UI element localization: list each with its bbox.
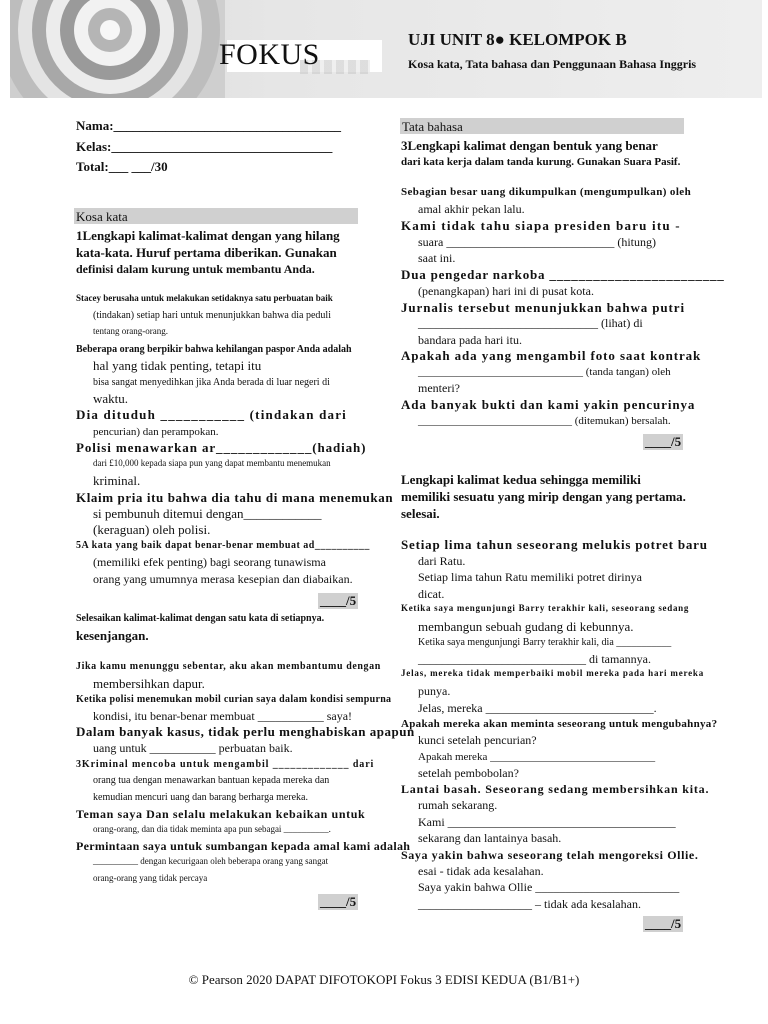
unit-subtitle: Kosa kata, Tata bahasa dan Penggunaan Bahasa Inggris bbox=[408, 57, 697, 71]
exercise-2-line: orang-orang, dan dia tidak meminta apa pun sebagai __________. bbox=[93, 824, 331, 834]
exercise-4-line: sekarang dan lantainya basah. bbox=[418, 831, 562, 845]
exercise-1-line: Beberapa orang berpikir bahwa kehilangan paspor Anda adalah bbox=[76, 344, 352, 355]
page-header bbox=[10, 0, 762, 98]
exercise-1-line: si pembunuh ditemui dengan____________ bbox=[93, 506, 322, 521]
exercise-3-line: suara ____________________________ (hitung) bbox=[418, 235, 656, 249]
exercise-2-line: Permintaan saya untuk sumbangan kepada amal kami adalah bbox=[76, 839, 411, 853]
exercise-1-title: definisi dalam kurung untuk membantu Anda. bbox=[76, 262, 315, 276]
exercise-1-line: (memiliki efek penting) bagi seorang tunawisma bbox=[93, 555, 326, 569]
exercise-4-line: membangun sebuah gudang di kebunnya. bbox=[418, 619, 634, 634]
exercise-2-line: Dalam banyak kasus, tidak perlu menghabiskan apapun bbox=[76, 724, 415, 739]
swirl-graphic bbox=[10, 0, 225, 98]
exercise-2-line: orang tua dengan menawarkan bantuan kepada mereka dan bbox=[93, 775, 330, 786]
exercise-4-line: Jelas, mereka ____________________________. bbox=[418, 701, 657, 715]
exercise-2-line: Ketika polisi menemukan mobil curian saya dalam kondisi sempurna bbox=[76, 694, 392, 705]
exercise-3-title: 3Lengkapi kalimat dengan bentuk yang benar bbox=[401, 138, 658, 153]
exercise-2-line: Teman saya Dan selalu melakukan kebaikan untuk bbox=[76, 807, 366, 821]
exercise-4-line: Ketika saya mengunjungi Barry terakhir kali, seseorang sedang bbox=[401, 603, 690, 613]
exercise-4-line: punya. bbox=[418, 684, 451, 698]
name-field[interactable]: Nama:___________________________________ bbox=[76, 118, 342, 133]
exercise-1-line: dari £10,000 kepada siapa pun yang dapat membantu menemukan bbox=[93, 458, 331, 468]
exercise-4-line: Jelas, mereka tidak memperbaiki mobil mereka pada hari mereka bbox=[401, 668, 705, 678]
exercise-1-line: (keraguan) oleh polisi. bbox=[93, 522, 211, 537]
exercise-3-line: amal akhir pekan lalu. bbox=[418, 202, 525, 216]
exercise-1-line: hal yang tidak penting, tetapi itu bbox=[93, 358, 262, 373]
exercise-4-line: Setiap lima tahun Ratu memiliki potret dirinya bbox=[418, 570, 642, 584]
exercise-4-line: Lantai basah. Seseorang sedang membersihkan kita. bbox=[401, 782, 710, 796]
exercise-4-line: esai - tidak ada kesalahan. bbox=[418, 864, 544, 878]
exercise-1-title: kata-kata. Huruf pertama diberikan. Gunakan bbox=[76, 245, 337, 260]
exercise-3-line: Ada banyak bukti dan kami yakin pencurinya bbox=[401, 397, 696, 412]
exercise-1-line: Stacey berusaha untuk melakukan setidaknya satu perbuatan baik bbox=[76, 293, 333, 303]
exercise-3-line: Kami tidak tahu siapa presiden baru itu - bbox=[401, 218, 681, 233]
exercise-1-line: bisa sangat menyedihkan jika Anda berada di luar negeri di bbox=[93, 377, 330, 388]
exercise-2-line: membersihkan dapur. bbox=[93, 676, 205, 691]
exercise-1-line: kriminal. bbox=[93, 473, 141, 488]
exercise-3-line: bandara pada hari itu. bbox=[418, 333, 522, 347]
exercise-3-line: ______________________________ (tanda tangan) oleh bbox=[418, 366, 671, 378]
exercise-2-line: uang untuk ___________ perbuatan baik. bbox=[93, 741, 293, 755]
exercise-3-line: (penangkapan) hari ini di pusat kota. bbox=[418, 284, 594, 298]
footer-copyright: © Pearson 2020 DAPAT DIFOTOKOPI Fokus 3 EDISI KEDUA (B1/B1+) bbox=[188, 972, 580, 987]
exercise-4-line: ____________________________ di tamannya. bbox=[418, 652, 651, 666]
exercise-4-line: Ketika saya mengunjungi Barry terakhir kali, dia ___________ bbox=[418, 637, 672, 648]
exercise-3-title: dari kata kerja dalam tanda kurung. Gunakan Suara Pasif. bbox=[401, 156, 681, 168]
exercise-2-line: Jika kamu menunggu sebentar, aku akan membantumu dengan bbox=[76, 661, 381, 672]
exercise-1-title: 1Lengkapi kalimat-kalimat dengan yang hilang bbox=[76, 228, 340, 243]
exercise-3-line: Dua pengedar narkoba ________________________ bbox=[401, 267, 725, 282]
exercise-1-line: Klaim pria itu bahwa dia tahu di mana menemukan bbox=[76, 490, 394, 505]
exercise-4-line: Saya yakin bahwa Ollie ________________________ bbox=[418, 880, 680, 894]
section-vocabulary bbox=[74, 208, 358, 224]
exercise-1-line: pencurian) dan perampokan. bbox=[93, 426, 219, 438]
exercise-1-line: waktu. bbox=[93, 391, 129, 406]
exercise-4-line: Kami ______________________________________ bbox=[418, 815, 676, 829]
class-field[interactable]: Kelas:__________________________________ bbox=[76, 139, 333, 154]
exercise-1-line: 5A kata yang baik dapat benar-benar membuat ad__________ bbox=[76, 540, 370, 551]
exercise-2-line: kondisi, itu benar-benar membuat ___________ saya! bbox=[93, 709, 353, 723]
total-field: Total:___ ___/30 bbox=[76, 159, 168, 174]
exercise-1-line: orang yang umumnya merasa kesepian dan diabaikan. bbox=[93, 572, 353, 586]
exercise-4-line: Setiap lima tahun seseorang melukis potret baru bbox=[401, 537, 708, 552]
score-box[interactable]: ____/5 bbox=[320, 894, 357, 909]
exercise-2-line: __________ dengan kecurigaan oleh beberapa orang yang sangat bbox=[93, 856, 329, 866]
exercise-4-line: Apakah mereka akan meminta seseorang untuk mengubahnya? bbox=[401, 718, 718, 730]
exercise-4-line: rumah sekarang. bbox=[418, 798, 498, 812]
section-grammar-label: Tata bahasa bbox=[402, 119, 463, 134]
exercise-4-title: selesai. bbox=[401, 506, 440, 521]
exercise-3-line: Apakah ada yang mengambil foto saat kontrak bbox=[401, 348, 702, 363]
exercise-2-line: orang-orang yang tidak percaya bbox=[93, 873, 208, 883]
exercise-4-line: setelah pembobolan? bbox=[418, 766, 519, 780]
logo: FOKUS bbox=[219, 38, 320, 71]
exercise-3-line: ______________________________ (lihat) di bbox=[418, 316, 643, 330]
exercise-2-title: kesenjangan. bbox=[76, 628, 149, 643]
exercise-4-line: kunci setelah pencurian? bbox=[418, 733, 537, 747]
section-grammar bbox=[400, 118, 684, 134]
exercise-4-title: memiliki sesuatu yang mirip dengan yang pertama. bbox=[401, 489, 686, 504]
exercise-3-line: ____________________________ (ditemukan) bersalah. bbox=[418, 415, 671, 427]
exercise-4-title: Lengkapi kalimat kedua sehingga memiliki bbox=[401, 472, 641, 487]
exercise-4-line: Apakah mereka ______________________________ bbox=[418, 751, 656, 763]
exercise-3-line: Jurnalis tersebut menunjukkan bahwa putri bbox=[401, 300, 685, 315]
exercise-4-line: dicat. bbox=[418, 587, 445, 601]
exercise-4-line: ___________________ – tidak ada kesalahan. bbox=[418, 897, 641, 911]
exercise-1-line: Dia dituduh ___________ (tindakan dari bbox=[76, 407, 347, 422]
unit-title: UJI UNIT 8● KELOMPOK B bbox=[408, 30, 627, 49]
exercise-4-line: Saya yakin bahwa seseorang telah mengoreksi Ollie. bbox=[401, 848, 699, 862]
exercise-2-title: Selesaikan kalimat-kalimat dengan satu kata di setiapnya. bbox=[76, 613, 325, 624]
exercise-2-line: kemudian mencuri uang dan barang berharga mereka. bbox=[93, 792, 308, 803]
exercise-3-line: saat ini. bbox=[418, 251, 456, 265]
score-box[interactable]: ____/5 bbox=[320, 593, 357, 608]
score-box[interactable]: ____/5 bbox=[645, 434, 682, 449]
exercise-1-line: tentang orang-orang. bbox=[93, 326, 168, 336]
exercise-4-line: dari Ratu. bbox=[418, 554, 466, 568]
exercise-2-line: 3Kriminal mencoba untuk mengambil _____________ dari bbox=[76, 759, 375, 770]
exercise-3-line: Sebagian besar uang dikumpulkan (mengumpulkan) oleh bbox=[401, 186, 692, 198]
exercise-1-line: Polisi menawarkan ar_____________(hadiah) bbox=[76, 440, 367, 455]
section-vocabulary-label: Kosa kata bbox=[76, 209, 128, 224]
exercise-1-line: (tindakan) setiap hari untuk menunjukkan bahwa dia peduli bbox=[93, 310, 331, 321]
exercise-3-line: menteri? bbox=[418, 381, 460, 395]
score-box[interactable]: ____/5 bbox=[645, 916, 682, 931]
